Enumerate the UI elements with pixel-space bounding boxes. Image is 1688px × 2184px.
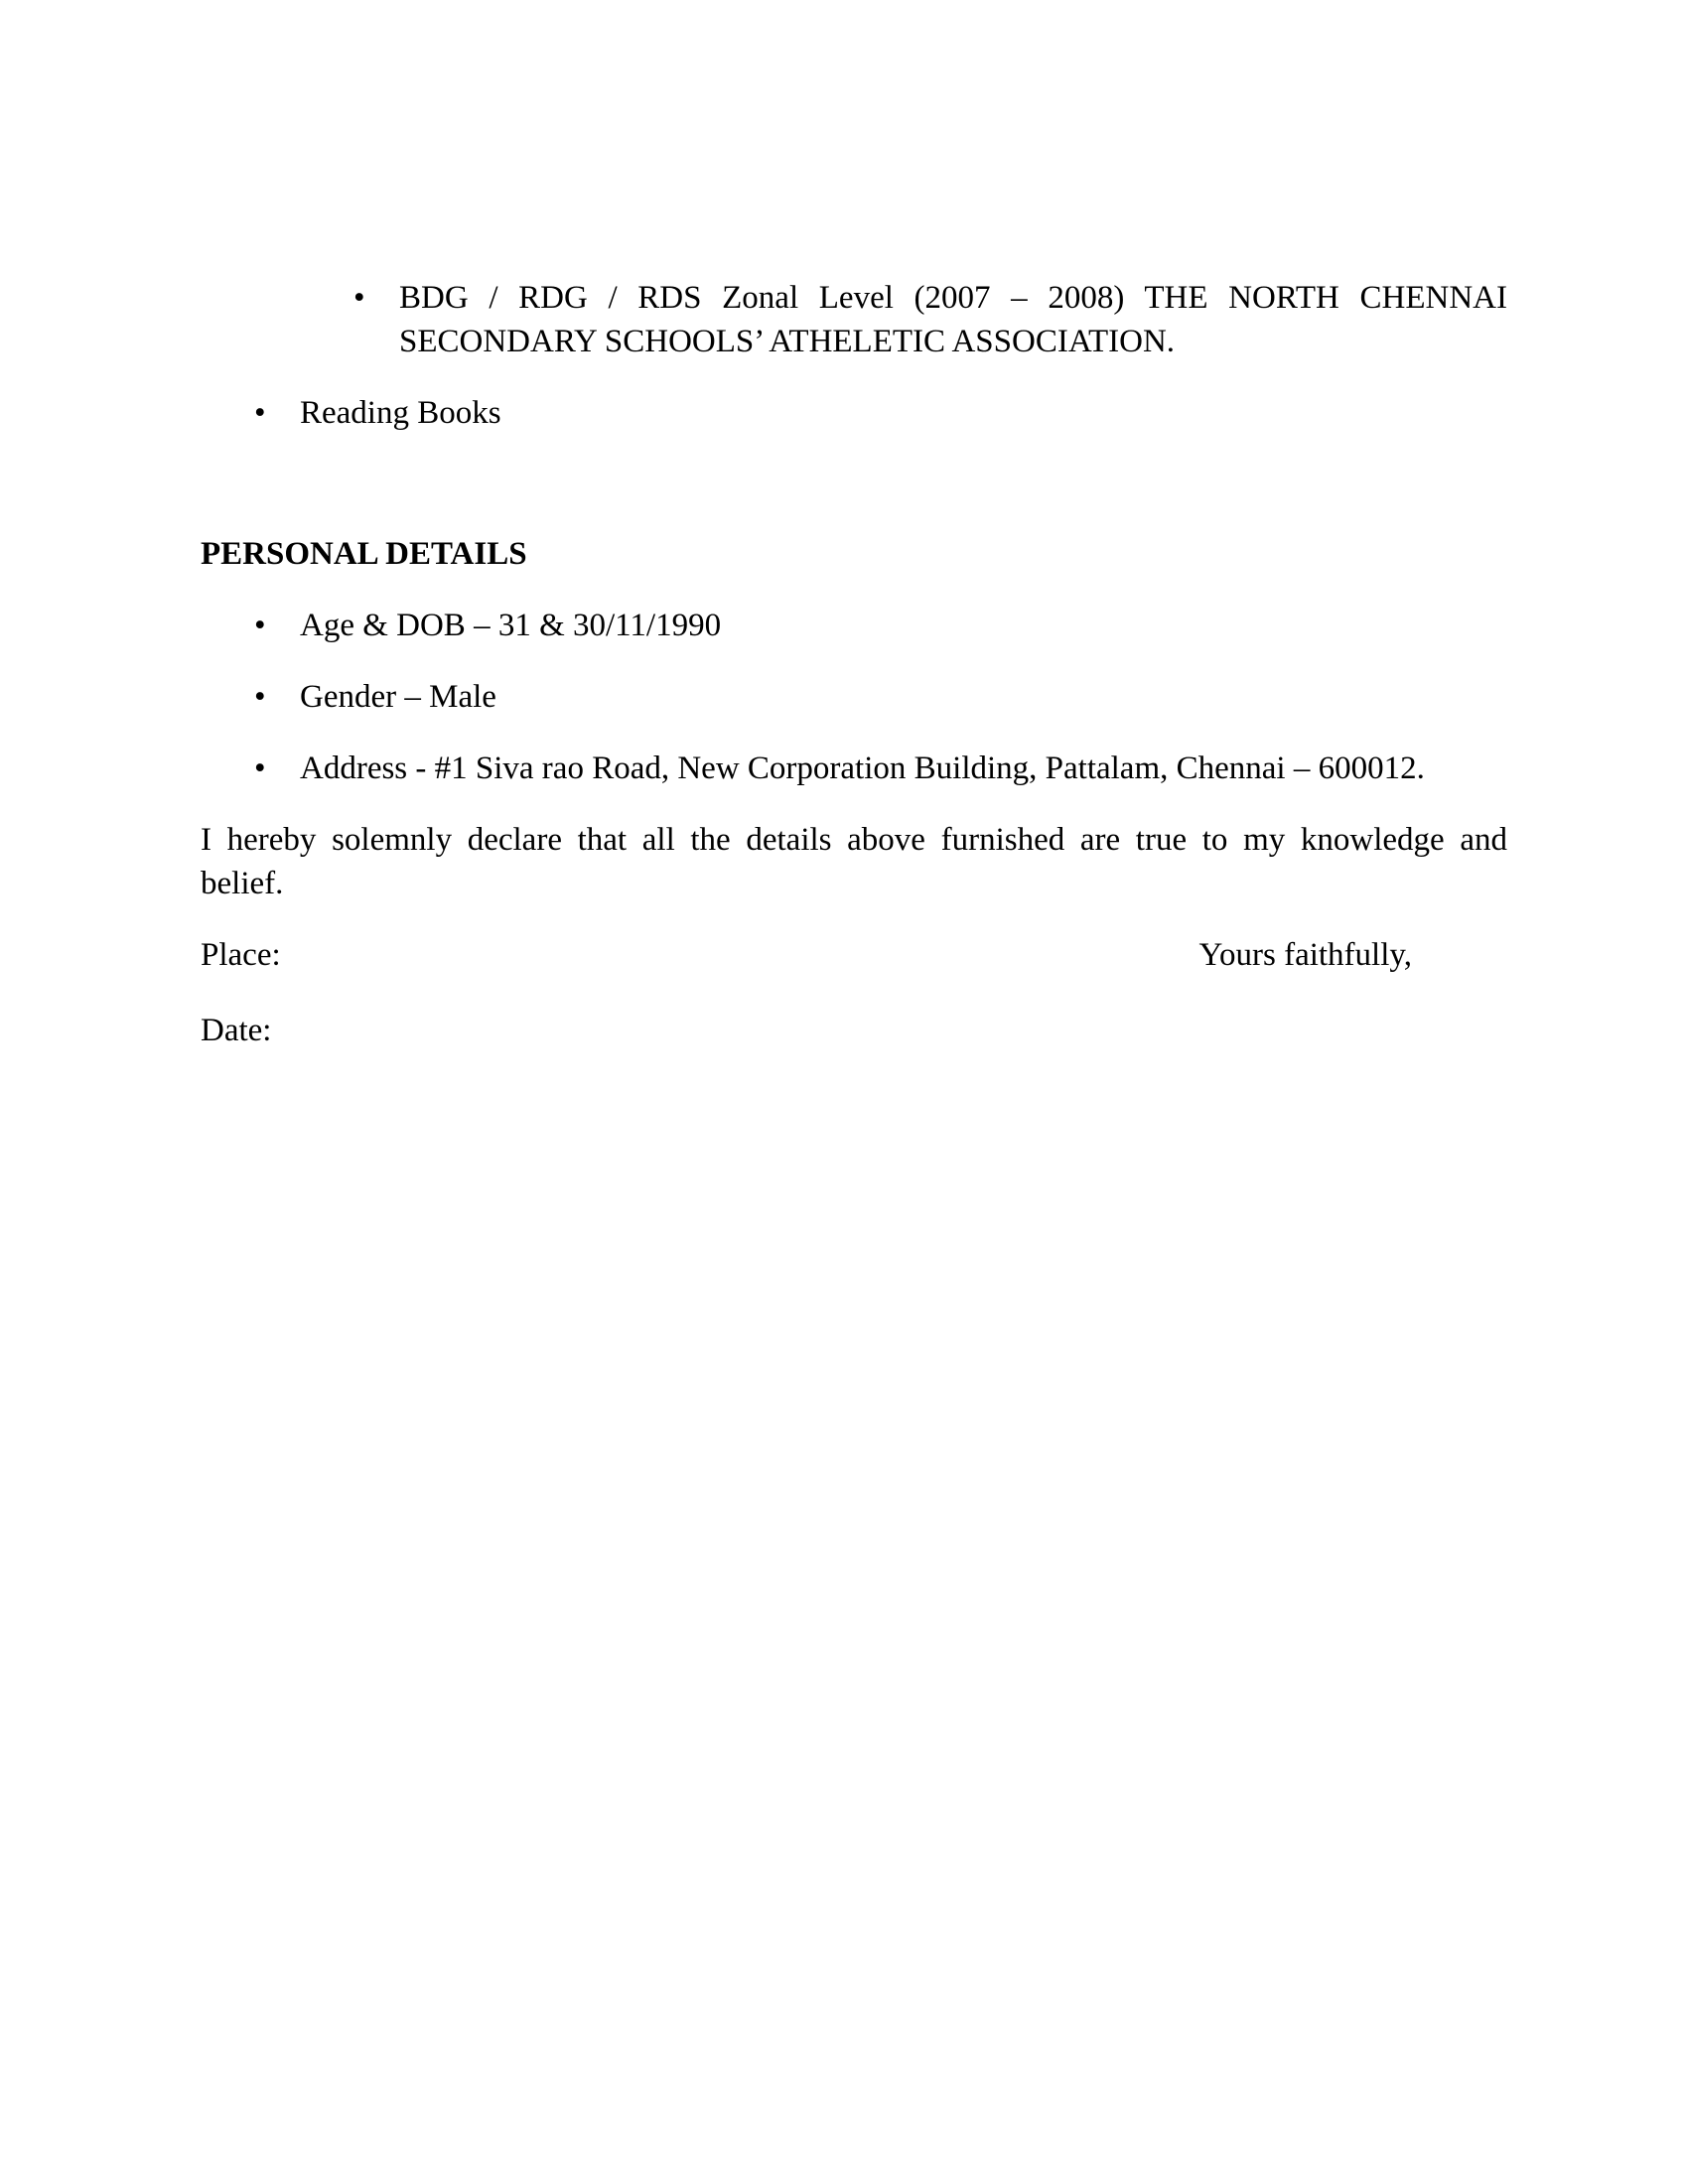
valediction-text: Yours faithfully,	[1198, 937, 1412, 973]
declaration-paragraph	[201, 818, 1507, 905]
bullet-icon: •	[254, 751, 266, 786]
list-item-address	[201, 747, 1507, 790]
declaration-line1: I hereby solemnly declare that all the details above furnished are true to my knowledge and	[201, 822, 1507, 858]
reading-books-text: Reading Books	[300, 395, 501, 431]
zonal-achievement-line1: BDG / RDG / RDS Zonal Level (2007 – 2008) THE NORTH CHENNAI	[399, 280, 1507, 316]
bullet-icon: •	[254, 679, 266, 715]
list-item-age-dob	[201, 604, 1507, 647]
bullet-icon: •	[353, 280, 365, 316]
section-heading-personal-details: PERSONAL DETAILS	[201, 536, 527, 572]
address-text: Address - #1 Siva rao Road, New Corporation Building, Pattalam, Chennai – 600012.	[300, 751, 1425, 786]
age-dob-text: Age & DOB – 31 & 30/11/1990	[300, 608, 722, 643]
declaration-line2: belief.	[201, 866, 284, 901]
date-label: Date:	[201, 1013, 272, 1048]
bullet-icon: •	[254, 395, 266, 431]
gender-text: Gender – Male	[300, 679, 496, 715]
zonal-achievement-line2: SECONDARY SCHOOLS’ ATHELETIC ASSOCIATION.	[399, 324, 1176, 359]
date-row	[201, 1009, 1507, 1052]
place-label: Place:	[201, 937, 281, 973]
list-item-gender	[201, 675, 1507, 719]
list-item-zonal-achievement	[201, 276, 1507, 363]
bullet-icon: •	[254, 608, 266, 643]
page-content	[201, 276, 1507, 1080]
place-valediction-row	[201, 933, 1507, 977]
list-item-reading-books	[201, 391, 1507, 435]
